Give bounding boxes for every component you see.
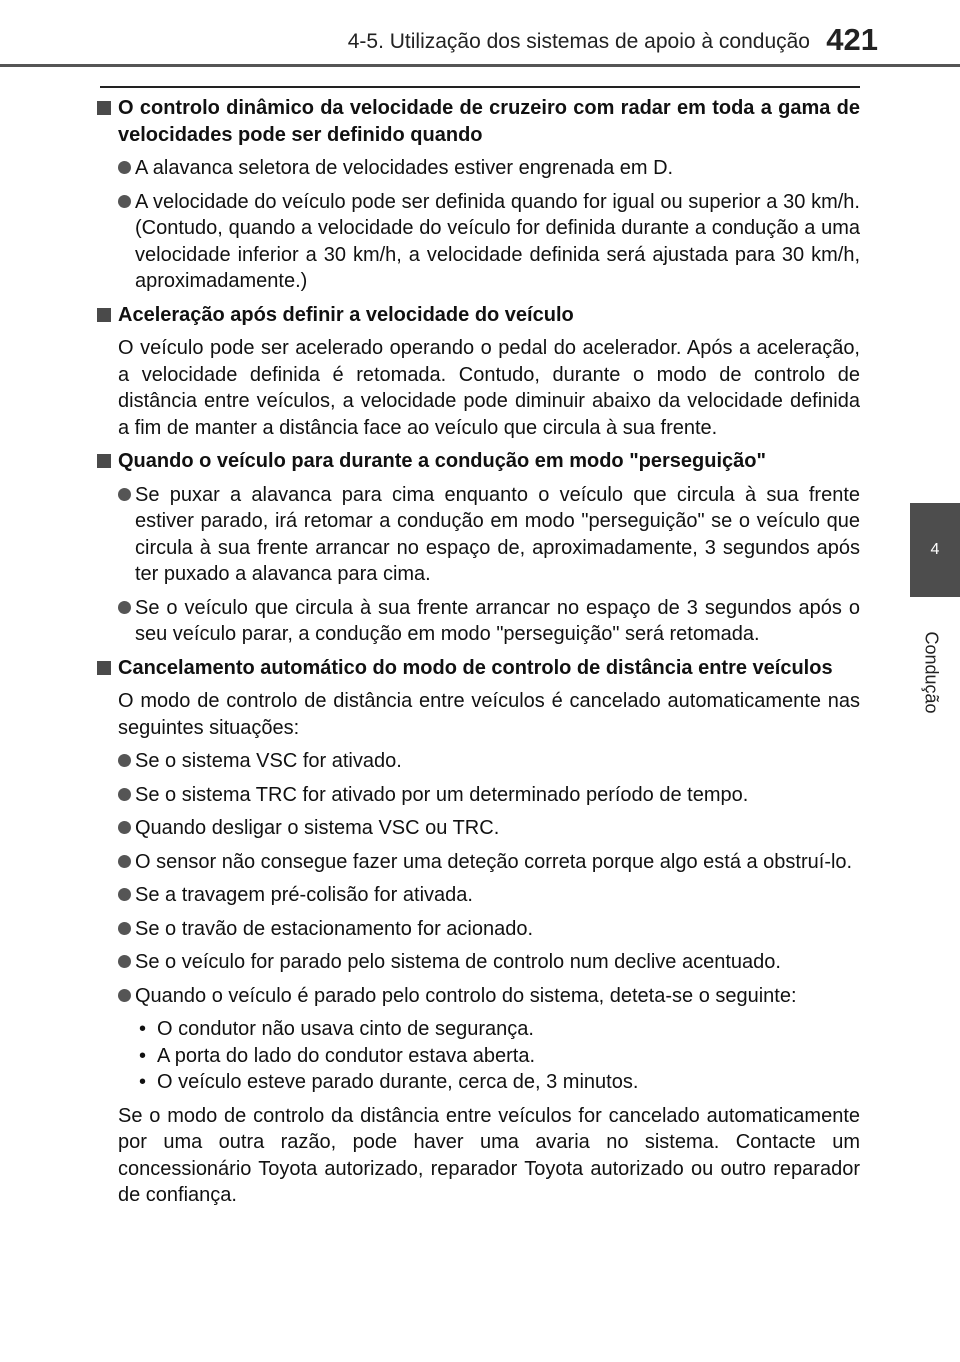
list-item [97,882,860,909]
list-item-text: O sensor não consegue fazer uma deteção correta porque algo está a obstruí-lo. [135,850,853,873]
list-item [97,916,860,943]
square-bullet-icon [97,101,111,115]
sub-list-item-text: O veículo esteve parado durante, cerca de, 3 minutos. [157,1071,639,1093]
square-bullet-icon [97,308,111,322]
paragraph: O modo de controlo de distância entre veículos é cancelado automaticamente nas seguintes situações: [118,690,860,739]
list-item [97,815,860,842]
list-item-text: Se o sistema VSC for ativado. [135,750,402,772]
paragraph: Se o modo de controlo da distância entre veículos for cancelado automaticamente por uma outra razão, pode haver uma avaria no sistema. Contacte um concessionário Toyota autorizado, reparador Toyota autorizado ou outro reparador de confiança. [118,1104,860,1206]
list-item-text: Quando desligar o sistema VSC ou TRC. [135,817,500,839]
list-item [97,782,860,809]
page-number: 421 [826,22,878,57]
list-item [97,189,860,295]
circle-bullet-icon [118,754,131,767]
list-item-text: Quando o veículo é parado pelo controlo do sistema, deteta-se o seguinte: [135,984,797,1007]
list-item [97,595,860,648]
circle-bullet-icon [118,955,131,968]
paragraph: O veículo pode ser acelerado operando o pedal do acelerador. Após a aceleração, a velocidade definida é retomada. Contudo, durante o modo de controlo de distância entre veículos, a velocidade pode diminuir abaixo da velocidade definida a fim de manter a distância face ao veículo que circula à sua frente. [118,337,860,439]
sub-list-item-text: O condutor não usava cinto de segurança. [157,1018,534,1040]
section-heading [97,448,860,475]
section-heading [97,302,860,329]
page-header [0,0,960,64]
sub-list-item-text: A porta do lado do condutor estava aberta. [157,1044,536,1067]
content-rule [100,86,860,88]
list-item-text: Se o veículo for parado pelo sistema de controlo num declive acentuado. [135,951,781,973]
sub-bullet-mark: • [139,1044,147,1067]
list-item-text: Se a travagem pré-colisão for ativada. [135,884,473,906]
circle-bullet-icon [118,821,131,834]
sub-bullet-mark: • [139,1071,147,1093]
circle-bullet-icon [118,601,131,614]
chapter-tab-label [906,612,956,732]
list-item [97,482,860,588]
chapter-tab-label-text: Condução [921,630,942,714]
circle-bullet-icon [118,161,131,174]
sub-list-item [97,1043,860,1070]
section-heading [97,95,860,148]
list-item-text: Se o veículo que circula à sua frente arrancar no espaço de 3 segundos após o seu veículo parar, a condução em modo "perseguição" será retomada. [135,596,860,645]
chapter-title: 4-5. Utilização dos sistemas de apoio à condução [347,30,810,53]
list-item [97,949,860,976]
square-bullet-icon [97,454,111,468]
list-item [97,983,860,1010]
square-bullet-icon [97,661,111,675]
section-heading-text: Aceleração após definir a velocidade do veículo [118,303,574,326]
circle-bullet-icon [118,922,131,935]
list-item [97,155,860,182]
section-heading-text: O controlo dinâmico da velocidade de cruzeiro com radar em toda a gama de velocidades pode ser definido quando [118,97,860,146]
list-item-text: A velocidade do veículo pode ser definida quando for igual ou superior a 30 km/h. (Contudo, quando a velocidade do veículo for definida durante a condução a uma velocidade inferior a 30 km/h, a velocidade definida será ajustada para 30 km/h, aproximadamente.) [135,190,860,292]
circle-bullet-icon [118,888,131,901]
circle-bullet-icon [118,989,131,1002]
sub-bullet-mark: • [139,1018,147,1040]
list-item [97,748,860,775]
circle-bullet-icon [118,788,131,801]
circle-bullet-icon [118,488,131,501]
section-heading-text: Quando o veículo para durante a condução em modo "perseguição" [118,450,766,472]
page-content [97,95,860,1216]
sub-list [97,1016,860,1096]
list-item-text: Se o travão de estacionamento for acionado. [135,917,534,940]
list-item-text: Se puxar a alavanca para cima enquanto o veículo que circula à sua frente estiver parado, irá retomar a condução em modo "perseguição" se o veículo que circula à sua frente arrancar no espaço de, aproximadamente, 3 segundos após ter puxado a alavanca para cima. [135,483,860,585]
sub-list-item [97,1069,860,1096]
section-heading-text: Cancelamento automático do modo de controlo de distância entre veículos [118,656,833,679]
list-item-text: A alavanca seletora de velocidades estiver engrenada em D. [135,157,674,179]
circle-bullet-icon [118,195,131,208]
list-item-text: Se o sistema TRC for ativado por um determinado período de tempo. [135,783,749,806]
list-item [97,849,860,876]
section-heading [97,655,860,682]
sub-list-item [97,1016,860,1043]
circle-bullet-icon [118,855,131,868]
chapter-tab-number: 4 [930,541,940,558]
header-rule [0,64,960,67]
chapter-tab [910,503,960,597]
